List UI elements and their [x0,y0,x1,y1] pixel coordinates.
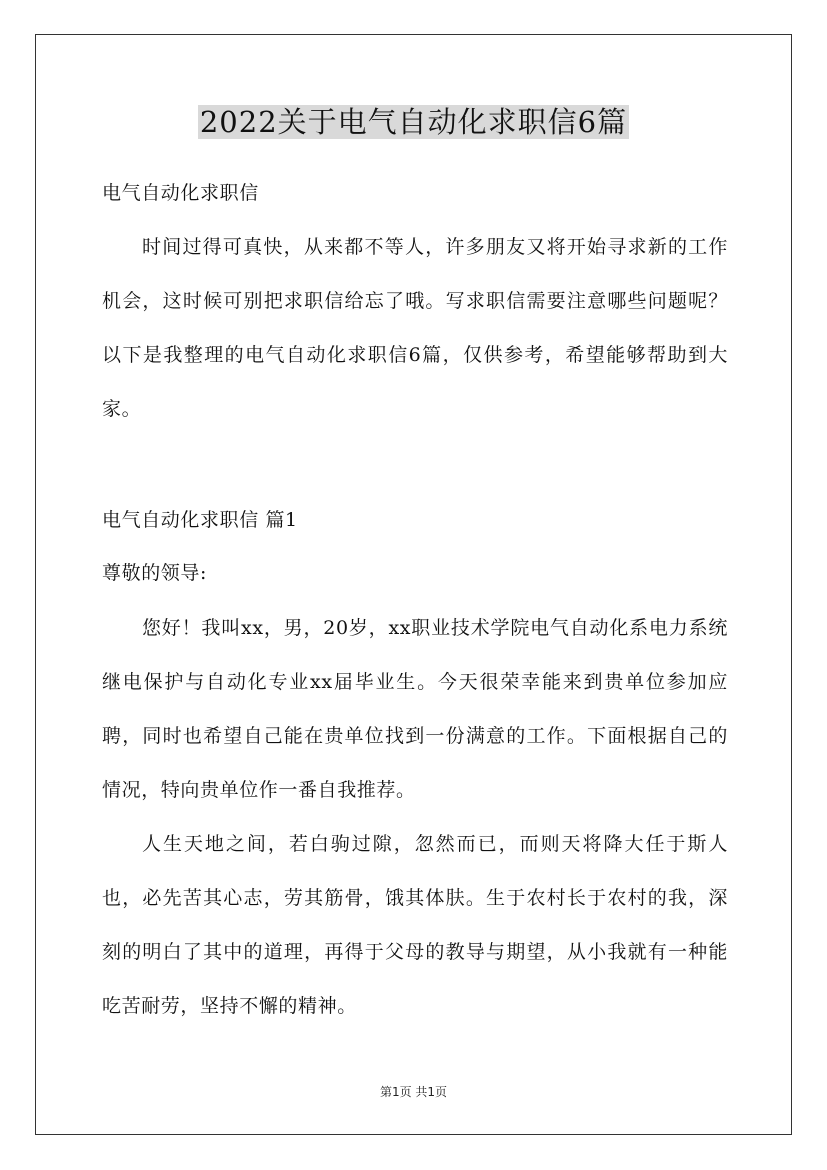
section-heading: 电气自动化求职信 [102,182,259,204]
document-title [0,100,827,144]
intro-paragraph: 时间过得可真快，从来都不等人，许多朋友又将开始寻求新的工作机会，这时候可别把求职信给忘了哦。写求职信需要注意哪些问题呢？以下是我整理的电气自动化求职信6篇，仅供参考，希望能够帮助到大家。 [102,236,728,420]
salutation: 尊敬的领导: [102,562,208,584]
body-paragraph-1: 您好！我叫xx，男，20岁，xx职业技术学院电气自动化系电力系统继电保护与自动化专业xx届毕业生。今天很荣幸能来到贵单位参加应聘，同时也希望自己能在贵单位找到一份满意的工作。下面根据自己的情况，特向贵单位作一番自我推荐。 [102,617,728,801]
body-paragraph-2: 人生天地之间，若白驹过隙，忽然而已，而则天将降大任于斯人也，必先苦其心志，劳其筋骨，饿其体肤。生于农村长于农村的我，深刻的明白了其中的道理，再得于父母的教导与期望，从小我就有一种能吃苦耐劳，坚持不懈的精神。 [102,833,728,1017]
document-title-text: 2022关于电气自动化求职信6篇 [199,105,628,139]
page-number: 第1页 共1页 [379,1085,448,1099]
page-footer [0,1083,827,1100]
letter-heading: 电气自动化求职信 篇1 [102,509,298,531]
